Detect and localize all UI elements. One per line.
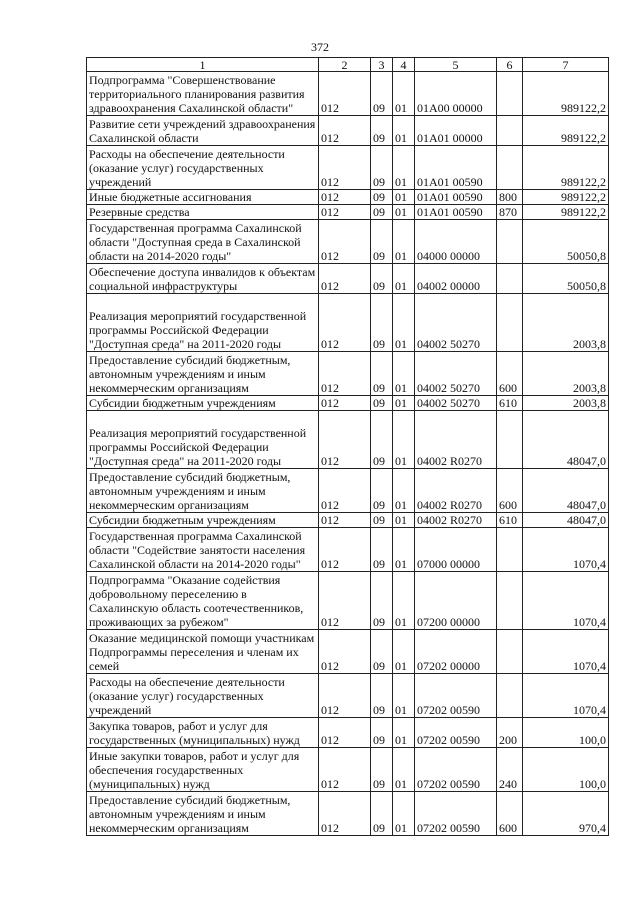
amount-cell: 970,4: [523, 792, 609, 836]
section-code-cell: 09: [371, 718, 393, 748]
expense-type-cell: 610: [497, 396, 523, 411]
target-article-cell: 04002 R0270: [415, 513, 497, 528]
amount-cell: 1070,4: [523, 630, 609, 674]
column-header: 2: [319, 58, 371, 72]
table-row: [87, 528, 609, 572]
subsection-code-cell: 01: [393, 513, 415, 528]
ministry-code-cell: 012: [319, 411, 371, 469]
target-article-cell: 07202 00590: [415, 792, 497, 836]
subsection-code-cell: 01: [393, 792, 415, 836]
section-code-cell: 09: [371, 146, 393, 190]
row-name-cell: Резервные средства: [87, 205, 319, 220]
ministry-code-cell: 012: [319, 469, 371, 513]
row-name-cell: Предоставление субсидий бюджетным, автономным учреждениям и иным некоммерческим организациям: [87, 352, 319, 396]
expense-type-cell: [497, 528, 523, 572]
section-code-cell: 09: [371, 630, 393, 674]
row-name-cell: Подпрограмма "Оказание содействия добровольному переселению в Сахалинскую область соотечественников, проживающих за рубежом": [87, 572, 319, 630]
expense-type-cell: [497, 116, 523, 146]
expense-type-cell: 240: [497, 748, 523, 792]
section-code-cell: 09: [371, 352, 393, 396]
target-article-cell: 07200 00000: [415, 572, 497, 630]
table-row: [87, 411, 609, 469]
subsection-code-cell: 01: [393, 205, 415, 220]
subsection-code-cell: 01: [393, 294, 415, 352]
table-row: [87, 264, 609, 294]
expense-type-cell: [497, 146, 523, 190]
target-article-cell: 01А01 00590: [415, 205, 497, 220]
expense-type-cell: 600: [497, 352, 523, 396]
table-row: [87, 72, 609, 116]
amount-cell: 1070,4: [523, 674, 609, 718]
row-name-cell: Обеспечение доступа инвалидов к объектам социальной инфраструктуры: [87, 264, 319, 294]
row-name-cell: Развитие сети учреждений здравоохранения Сахалинской области: [87, 116, 319, 146]
ministry-code-cell: 012: [319, 190, 371, 205]
expense-type-cell: [497, 72, 523, 116]
target-article-cell: 04002 R0270: [415, 469, 497, 513]
section-code-cell: 09: [371, 396, 393, 411]
target-article-cell: 01А01 00590: [415, 146, 497, 190]
expense-type-cell: 600: [497, 792, 523, 836]
amount-cell: 100,0: [523, 718, 609, 748]
expense-type-cell: [497, 411, 523, 469]
target-article-cell: 07000 00000: [415, 528, 497, 572]
table-row: [87, 572, 609, 630]
expense-type-cell: [497, 572, 523, 630]
ministry-code-cell: 012: [319, 748, 371, 792]
section-code-cell: 09: [371, 190, 393, 205]
amount-cell: 1070,4: [523, 572, 609, 630]
amount-cell: 2003,8: [523, 294, 609, 352]
section-code-cell: 09: [371, 294, 393, 352]
page-number: 372: [311, 40, 329, 54]
table-row: [87, 513, 609, 528]
target-article-cell: 01А01 00000: [415, 116, 497, 146]
row-name-cell: Иные бюджетные ассигнования: [87, 190, 319, 205]
ministry-code-cell: 012: [319, 792, 371, 836]
subsection-code-cell: 01: [393, 146, 415, 190]
row-name-cell: Оказание медицинской помощи участникам Подпрограммы переселения и членам их семей: [87, 630, 319, 674]
table-row: [87, 748, 609, 792]
section-code-cell: 09: [371, 748, 393, 792]
table-row: [87, 396, 609, 411]
section-code-cell: 09: [371, 411, 393, 469]
row-name-cell: Предоставление субсидий бюджетным, автономным учреждениям и иным некоммерческим организациям: [87, 469, 319, 513]
amount-cell: 1070,4: [523, 528, 609, 572]
table-row: [87, 469, 609, 513]
ministry-code-cell: 012: [319, 718, 371, 748]
amount-cell: 989122,2: [523, 205, 609, 220]
amount-cell: 48047,0: [523, 411, 609, 469]
subsection-code-cell: 01: [393, 674, 415, 718]
ministry-code-cell: 012: [319, 513, 371, 528]
row-name-cell: Реализация мероприятий государственной программы Российской Федерации "Доступная среда" на 2011-2020 годы: [87, 294, 319, 352]
subsection-code-cell: 01: [393, 469, 415, 513]
amount-cell: 48047,0: [523, 513, 609, 528]
target-article-cell: 04002 00000: [415, 264, 497, 294]
ministry-code-cell: 012: [319, 528, 371, 572]
expense-type-cell: [497, 264, 523, 294]
ministry-code-cell: 012: [319, 294, 371, 352]
amount-cell: 50050,8: [523, 264, 609, 294]
section-code-cell: 09: [371, 469, 393, 513]
table-row: [87, 718, 609, 748]
column-header: 6: [497, 58, 523, 72]
table-row: [87, 190, 609, 205]
row-name-cell: Государственная программа Сахалинской области "Содействие занятости населения Сахалинской области на 2014-2020 годы": [87, 528, 319, 572]
ministry-code-cell: 012: [319, 116, 371, 146]
subsection-code-cell: 01: [393, 264, 415, 294]
row-name-cell: Расходы на обеспечение деятельности (оказание услуг) государственных учреждений: [87, 146, 319, 190]
target-article-cell: 04002 50270: [415, 352, 497, 396]
row-name-cell: Иные закупки товаров, работ и услуг для обеспечения государственных (муниципальных) нужд: [87, 748, 319, 792]
target-article-cell: 01А01 00590: [415, 190, 497, 205]
ministry-code-cell: 012: [319, 396, 371, 411]
table-row: [87, 294, 609, 352]
section-code-cell: 09: [371, 674, 393, 718]
amount-cell: 989122,2: [523, 116, 609, 146]
section-code-cell: 09: [371, 513, 393, 528]
subsection-code-cell: 01: [393, 396, 415, 411]
table-row: [87, 630, 609, 674]
ministry-code-cell: 012: [319, 572, 371, 630]
column-header: 1: [87, 58, 319, 72]
ministry-code-cell: 012: [319, 72, 371, 116]
section-code-cell: 09: [371, 528, 393, 572]
subsection-code-cell: 01: [393, 190, 415, 205]
target-article-cell: 07202 00000: [415, 630, 497, 674]
expense-type-cell: 200: [497, 718, 523, 748]
target-article-cell: 04002 R0270: [415, 411, 497, 469]
table-row: [87, 146, 609, 190]
amount-cell: 2003,8: [523, 352, 609, 396]
section-code-cell: 09: [371, 72, 393, 116]
column-header: 3: [371, 58, 393, 72]
section-code-cell: 09: [371, 264, 393, 294]
ministry-code-cell: 012: [319, 352, 371, 396]
subsection-code-cell: 01: [393, 528, 415, 572]
target-article-cell: 04000 00000: [415, 220, 497, 264]
table-header-row: [87, 58, 609, 72]
amount-cell: 989122,2: [523, 146, 609, 190]
subsection-code-cell: 01: [393, 630, 415, 674]
table-row: [87, 792, 609, 836]
ministry-code-cell: 012: [319, 220, 371, 264]
expense-type-cell: [497, 630, 523, 674]
subsection-code-cell: 01: [393, 352, 415, 396]
expense-type-cell: 610: [497, 513, 523, 528]
expense-type-cell: 800: [497, 190, 523, 205]
subsection-code-cell: 01: [393, 748, 415, 792]
table-row: [87, 352, 609, 396]
subsection-code-cell: 01: [393, 411, 415, 469]
section-code-cell: 09: [371, 116, 393, 146]
expense-type-cell: 870: [497, 205, 523, 220]
subsection-code-cell: 01: [393, 718, 415, 748]
section-code-cell: 09: [371, 205, 393, 220]
expense-type-cell: 600: [497, 469, 523, 513]
expense-type-cell: [497, 674, 523, 718]
table-row: [87, 116, 609, 146]
section-code-cell: 09: [371, 220, 393, 264]
table-row: [87, 205, 609, 220]
section-code-cell: 09: [371, 572, 393, 630]
column-header: 4: [393, 58, 415, 72]
row-name-cell: Закупка товаров, работ и услуг для государственных (муниципальных) нужд: [87, 718, 319, 748]
subsection-code-cell: 01: [393, 116, 415, 146]
ministry-code-cell: 012: [319, 146, 371, 190]
amount-cell: 48047,0: [523, 469, 609, 513]
amount-cell: 989122,2: [523, 72, 609, 116]
target-article-cell: 07202 00590: [415, 718, 497, 748]
row-name-cell: Расходы на обеспечение деятельности (оказание услуг) государственных учреждений: [87, 674, 319, 718]
expense-type-cell: [497, 220, 523, 264]
ministry-code-cell: 012: [319, 205, 371, 220]
ministry-code-cell: 012: [319, 630, 371, 674]
row-name-cell: Предоставление субсидий бюджетным, автономным учреждениям и иным некоммерческим организациям: [87, 792, 319, 836]
table-row: [87, 220, 609, 264]
expense-type-cell: [497, 294, 523, 352]
row-name-cell: Реализация мероприятий государственной программы Российской Федерации "Доступная среда" на 2011-2020 годы: [87, 411, 319, 469]
row-name-cell: Субсидии бюджетным учреждениям: [87, 513, 319, 528]
amount-cell: 2003,8: [523, 396, 609, 411]
row-name-cell: Субсидии бюджетным учреждениям: [87, 396, 319, 411]
column-header: 5: [415, 58, 497, 72]
column-header: 7: [523, 58, 609, 72]
subsection-code-cell: 01: [393, 220, 415, 264]
row-name-cell: Государственная программа Сахалинской области "Доступная среда в Сахалинской области на 2014-2020 годы": [87, 220, 319, 264]
section-code-cell: 09: [371, 792, 393, 836]
row-name-cell: Подпрограмма "Совершенствование территориального планирования развития здравоохранения Сахалинской области": [87, 72, 319, 116]
ministry-code-cell: 012: [319, 674, 371, 718]
target-article-cell: 04002 50270: [415, 294, 497, 352]
subsection-code-cell: 01: [393, 572, 415, 630]
ministry-code-cell: 012: [319, 264, 371, 294]
amount-cell: 989122,2: [523, 190, 609, 205]
target-article-cell: 04002 50270: [415, 396, 497, 411]
target-article-cell: 07202 00590: [415, 674, 497, 718]
target-article-cell: 01А00 00000: [415, 72, 497, 116]
amount-cell: 100,0: [523, 748, 609, 792]
table-row: [87, 674, 609, 718]
target-article-cell: 07202 00590: [415, 748, 497, 792]
amount-cell: 50050,8: [523, 220, 609, 264]
budget-table: [86, 57, 609, 836]
subsection-code-cell: 01: [393, 72, 415, 116]
